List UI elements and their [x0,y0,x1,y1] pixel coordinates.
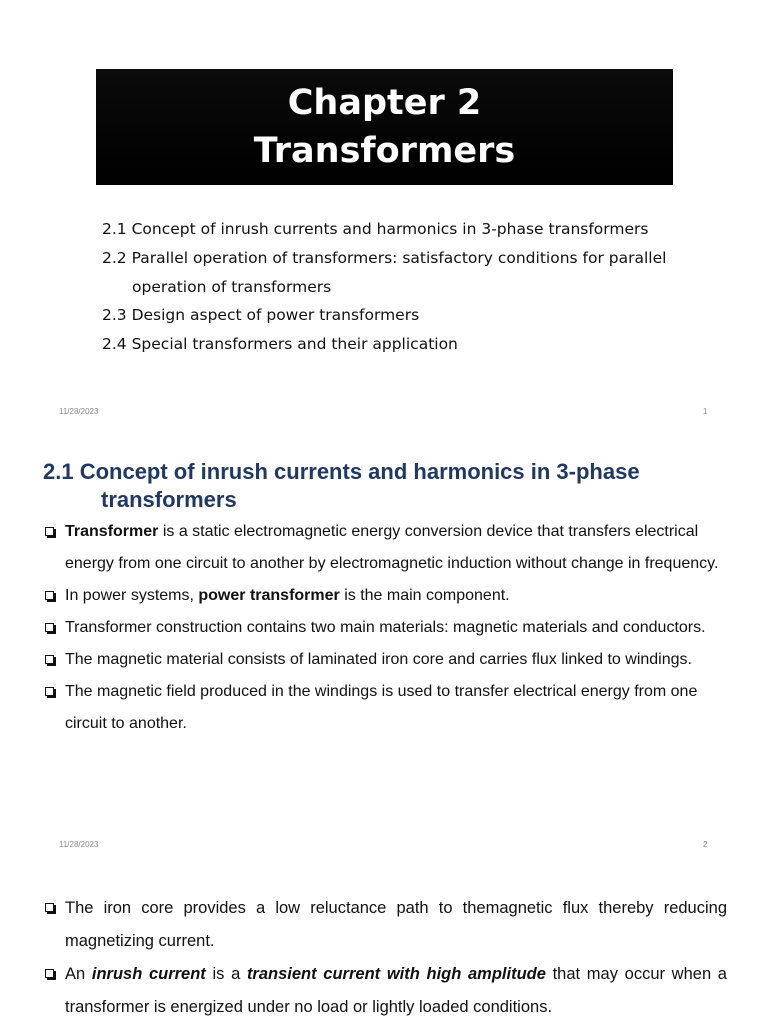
checkbox-bullet-icon [45,591,54,600]
checkbox-bullet-icon [45,903,54,912]
list-item: Transformer is a static electromagnetic energy conversion device that transfers electrical energy from one circuit to another by electromagnetic induction without change in frequency. [43,516,727,580]
slide-date: 11/28/2023 [59,840,99,849]
toc-item: 2.2 Parallel operation of transformers: satisfactory conditions for parallel operation of transformers [102,248,667,296]
list-item: Transformer construction contains two main materials: magnetic materials and conductors. [43,612,727,644]
checkbox-bullet-icon [45,655,54,664]
list-item: In power systems, power transformer is the main component. [43,580,727,612]
checkbox-bullet-icon [45,969,54,978]
list-item: An inrush current is a transient current with high amplitude that may occur when a transformer is energized under no load or lightly loaded conditions. [43,958,727,1024]
heading-line-1: 2.1 Concept of inrush currents and harmonics in 3-phase [43,459,640,484]
checkbox-bullet-icon [45,527,54,536]
table-of-contents [102,215,702,359]
toc-item: 2.4 Special transformers and their application [102,335,458,354]
slide-2 [0,430,768,862]
chapter-title: Chapter 2 [287,83,482,123]
slide-number: 1 [703,407,708,416]
bullet-list [43,892,727,1024]
slide-1 [0,0,768,430]
heading-line-2: transformers [101,487,237,512]
checkbox-bullet-icon [45,687,54,696]
toc-item: 2.3 Design aspect of power transformers [102,306,420,325]
slide-3 [0,862,768,1024]
bullet-list [43,516,727,740]
list-item: The magnetic material consists of laminated iron core and carries flux linked to windings. [43,644,727,676]
slide-date: 11/28/2023 [59,407,99,416]
checkbox-bullet-icon [45,623,54,632]
section-heading [43,458,733,514]
slide-number: 2 [703,840,708,849]
chapter-title-box [96,69,673,185]
toc-item: 2.1 Concept of inrush currents and harmonics in 3-phase transformers [102,220,649,238]
chapter-subtitle: Transformers [253,131,516,171]
list-item: The magnetic field produced in the windings is used to transfer electrical energy from one circuit to another. [43,676,727,740]
list-item: The iron core provides a low reluctance path to themagnetic flux thereby reducing magnetizing current. [43,892,727,958]
